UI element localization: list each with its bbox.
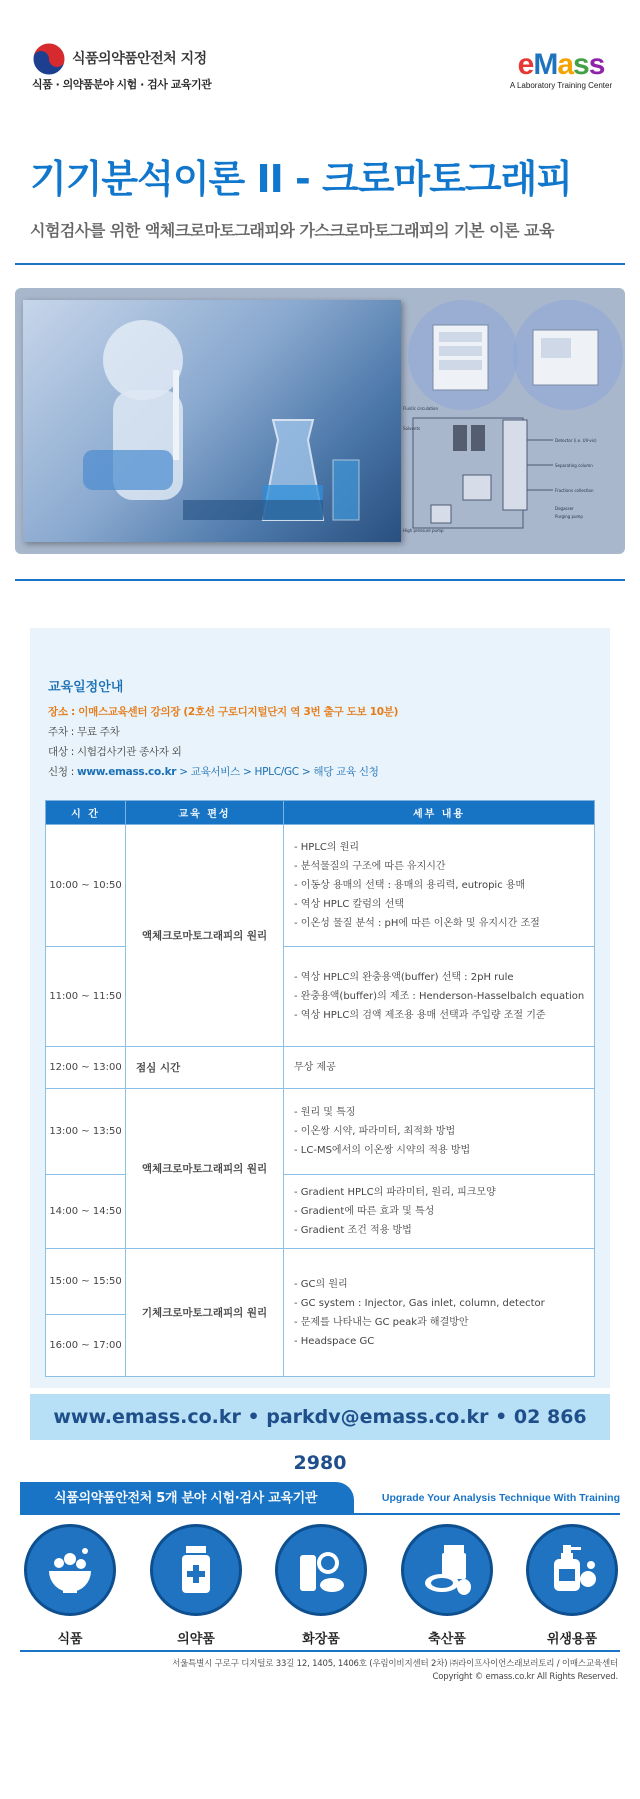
col-header-subject: 교육 편성 [126, 801, 284, 825]
diagram-label: Degasser [555, 506, 574, 511]
table-row [46, 1249, 595, 1315]
info-apply [48, 764, 379, 779]
mfds-taegeuk-logo-icon [32, 42, 66, 76]
table-header-row [46, 801, 595, 825]
detail-line: - 분석물질의 구조에 따른 유지시간 [294, 861, 446, 872]
category-food [22, 1524, 118, 1647]
apply-label: 신청 : [48, 766, 77, 778]
category-livestock [399, 1524, 495, 1647]
row-subject: 기체크로마토그래피의 원리 [126, 1249, 284, 1377]
apply-path: > 교육서비스 > HPLC/GC > 해당 교육 신청 [176, 766, 379, 778]
divider [15, 263, 625, 265]
lab-photo [23, 300, 401, 542]
detail-line: - HPLC의 원리 [294, 842, 360, 853]
category-label: 식품 [57, 1632, 83, 1647]
detail-line: - 역상 HPLC의 완충용액(buffer) 선택 : 2pH rule [294, 972, 514, 983]
category-cosmetics [273, 1524, 369, 1647]
diagram-label: High pressure pump [403, 528, 444, 533]
divider [15, 579, 625, 581]
page-subtitle: 시험검사를 위한 액체크로마토그래피와 가스크로마토그래피의 기본 이론 교육 [30, 221, 554, 240]
header [0, 0, 640, 120]
info-parking: 주차 : 무료 주차 [48, 726, 120, 738]
org-sub: 식품 · 의약품분야 시험 · 검사 교육기관 [32, 78, 212, 91]
row-details [284, 825, 595, 947]
table-row [46, 825, 595, 947]
footer-bar [20, 1482, 620, 1515]
row-details [284, 1175, 595, 1249]
medicine-bottle-icon [150, 1524, 242, 1616]
detail-line: - 역상 HPLC의 검액 제조용 용매 선택과 주입량 조절 기준 [294, 1010, 546, 1021]
page-title: 기기분석이론 II - 크로마토그래피 [30, 157, 572, 201]
detail-line: - 역상 HPLC 칼럼의 선택 [294, 899, 405, 910]
info-target: 대상 : 시험검사기관 종사자 외 [48, 746, 182, 758]
diagram-label: Purging pump [555, 514, 583, 519]
diagram-label: Separating column [555, 463, 593, 468]
row-time: 13:00 ~ 13:50 [46, 1089, 126, 1175]
detail-line: - 이동상 용매의 선택 : 용매의 용리력, eutropic 용매 [294, 880, 526, 891]
cosmetics-icon [275, 1524, 367, 1616]
col-header-time: 시 간 [46, 801, 126, 825]
row-time: 15:00 ~ 15:50 [46, 1249, 126, 1315]
org-name: 식품의약품안전처 지정 [72, 51, 207, 67]
diagram-label: Solvents [403, 426, 421, 431]
detail-line: - 완충용액(buffer)의 제조 : Henderson-Hasselbalch equation [294, 991, 585, 1002]
food-bowl-icon [24, 1524, 116, 1616]
footer-address-block [172, 1658, 618, 1684]
apply-url-link[interactable]: www.emass.co.kr [77, 766, 177, 778]
category-medicine [148, 1524, 244, 1647]
diagram-label: Fluidic circulation [403, 406, 439, 411]
info-place: 장소 : 이매스교육센터 강의장 (2호선 구로디지털단지 역 3번 출구 도보 10분) [48, 706, 399, 718]
row-details [284, 1047, 595, 1089]
detail-line: - 원리 및 특징 [294, 1107, 356, 1118]
detail-line: - 문제를 나타내는 GC peak과 해결방안 [294, 1316, 469, 1328]
detail-line: 무상 제공 [294, 1062, 336, 1073]
footer-bar-title: 식품의약품안전처 5개 분야 시험·검사 교육기관 [20, 1482, 354, 1515]
detail-line: - LC-MS에서의 이온쌍 시약의 적용 방법 [294, 1145, 471, 1156]
emass-logo[interactable] [506, 50, 616, 90]
diagram-label: Fractions collection [555, 488, 594, 493]
row-time: 14:00 ~ 14:50 [46, 1175, 126, 1249]
row-time: 11:00 ~ 11:50 [46, 947, 126, 1047]
row-time: 16:00 ~ 17:00 [46, 1315, 126, 1377]
hygiene-products-icon [526, 1524, 618, 1616]
hplc-diagram [403, 300, 623, 542]
hero-banner [15, 288, 625, 554]
row-subject: 점심 시간 [126, 1047, 284, 1089]
footer-bar-slogan: Upgrade Your Analysis Technique With Training [381, 1492, 620, 1504]
lab-scene-illustration [23, 300, 401, 542]
contact-bar[interactable]: www.emass.co.kr • parkdv@emass.co.kr • 02 866 2980 [30, 1394, 610, 1440]
col-header-detail: 세부 내용 [284, 801, 595, 825]
row-subject: 액체크로마토그래피의 원리 [126, 1089, 284, 1249]
category-label: 축산품 [428, 1632, 466, 1647]
schedule-panel [30, 628, 610, 1388]
detail-line: - GC system : Injector, Gas inlet, column, detector [294, 1297, 545, 1309]
diagram-label: Detector (i.e. UV-vis) [555, 438, 597, 443]
row-details [284, 1089, 595, 1175]
detail-line: - 이온성 물질 분석 : pH에 따른 이온화 및 유지시간 조절 [294, 918, 540, 929]
footer-address: 서울특별시 구로구 디지털로 33길 12, 1405, 1406호 (우림이비지센터 2차) ㈜라이프사이언스래보러토리 / 이매스교육센터 [172, 1659, 618, 1669]
table-row [46, 1089, 595, 1175]
row-time: 10:00 ~ 10:50 [46, 825, 126, 947]
divider [20, 1650, 620, 1652]
row-subject: 액체크로마토그래피의 원리 [126, 825, 284, 1047]
row-details [284, 1249, 595, 1377]
detail-line: - 이온쌍 시약, 파라미터, 최적화 방법 [294, 1126, 456, 1137]
detail-line: - Gradient에 따른 효과 및 특성 [294, 1206, 435, 1217]
emass-wordmark: eMass [517, 48, 605, 81]
detail-line: - Gradient HPLC의 파라미터, 원리, 피크모양 [294, 1187, 496, 1198]
detail-line: - Headspace GC [294, 1335, 375, 1347]
category-label: 의약품 [177, 1632, 215, 1647]
row-time: 12:00 ~ 13:00 [46, 1047, 126, 1089]
row-details [284, 947, 595, 1047]
schedule-table [45, 800, 595, 1377]
table-row [46, 1047, 595, 1089]
detail-line: - GC의 원리 [294, 1278, 348, 1290]
category-label: 위생용품 [546, 1632, 598, 1647]
footer-copyright: Copyright © emass.co.kr All Rights Reserved. [432, 1672, 618, 1682]
schedule-heading: 교육일정안내 [48, 680, 124, 695]
emass-tagline: A Laboratory Training Center [509, 81, 613, 90]
category-label: 화장품 [302, 1632, 340, 1647]
detail-line: - Gradient 조건 적용 방법 [294, 1225, 412, 1236]
livestock-products-icon [401, 1524, 493, 1616]
category-hygiene [524, 1524, 620, 1647]
